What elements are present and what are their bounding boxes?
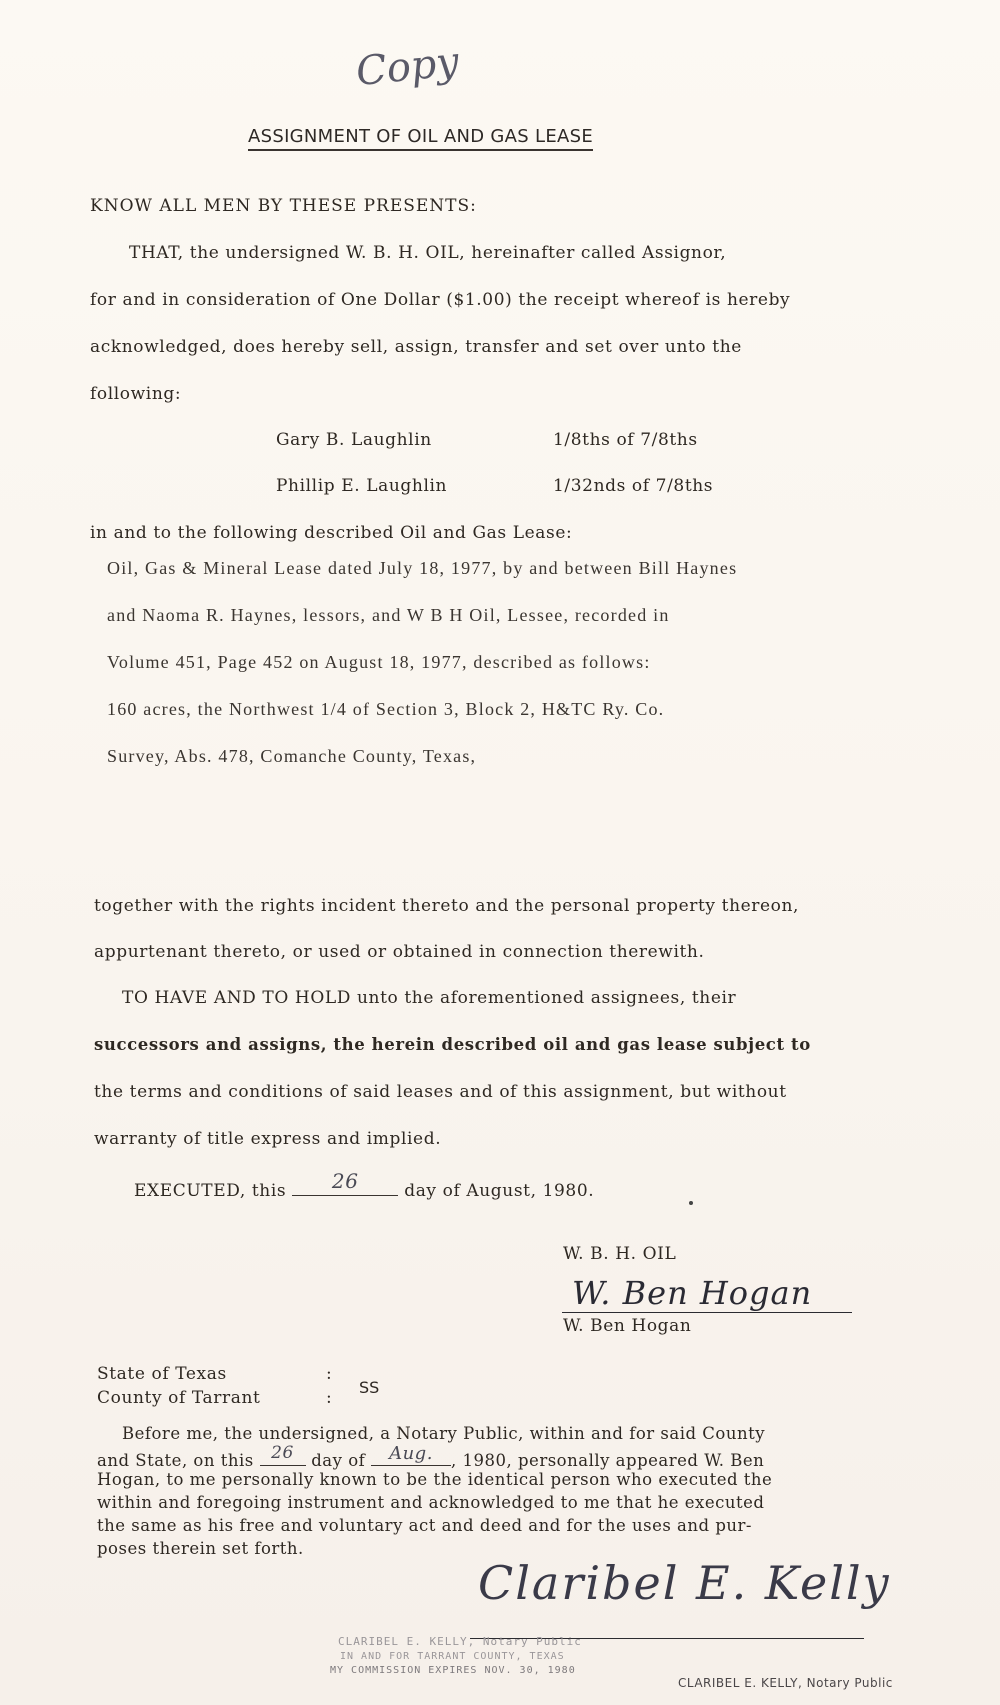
lease-description-line: 160 acres, the Northwest 1/4 of Section 3, Block 2, H&TC Ry. Co. <box>107 699 665 719</box>
lease-intro-line: in and to the following described Oil and Gas Lease: <box>90 523 573 543</box>
notary-stamp-line: CLARIBEL E. KELLY, Notary Public <box>338 1635 582 1648</box>
know-all-line: KNOW ALL MEN BY THESE PRESENTS: <box>90 196 477 216</box>
notary-month-handwritten: Aug. <box>389 1443 433 1464</box>
assignee-interest: 1/8ths of 7/8ths <box>553 430 698 450</box>
copy-handwritten-mark: Copy <box>353 38 462 96</box>
hogan-signature: W. Ben Hogan <box>572 1274 813 1312</box>
executed-day-handwritten: 26 <box>331 1169 359 1193</box>
notary-month-blank <box>371 1443 451 1466</box>
venue-colon: : <box>326 1364 333 1384</box>
notary-line-6: poses therein set forth. <box>97 1539 304 1558</box>
venue-colon: : <box>326 1388 333 1408</box>
assignee-name: Gary B. Laughlin <box>276 430 432 450</box>
lease-description-line: and Naoma R. Haynes, lessors, and W B H Oil, Lessee, recorded in <box>107 605 670 625</box>
terms-line-4: successors and assigns, the herein described oil and gas lease subject to <box>94 1035 811 1054</box>
notary-day-handwritten: 26 <box>271 1443 294 1463</box>
executed-suffix: day of August, 1980. <box>404 1181 595 1201</box>
notary-stamp-line: IN AND FOR TARRANT COUNTY, TEXAS <box>340 1651 565 1662</box>
signature-printed-name: W. Ben Hogan <box>563 1316 692 1336</box>
notary-day-blank <box>260 1443 306 1466</box>
notary-line-3: Hogan, to me personally known to be the identical person who executed the <box>97 1470 773 1489</box>
ink-dot <box>689 1201 693 1205</box>
executed-prefix: EXECUTED, this <box>134 1181 287 1201</box>
notary-line-2 <box>97 1443 765 1470</box>
executed-day-blank <box>292 1169 398 1196</box>
terms-line-6: warranty of title express and implied. <box>94 1129 442 1149</box>
terms-line-1: together with the rights incident thereto and the personal property thereon, <box>94 896 800 916</box>
assignee-interest: 1/32nds of 7/8ths <box>553 476 714 496</box>
executed-line <box>134 1169 595 1201</box>
lease-description-line: Oil, Gas & Mineral Lease dated July 18, 1977, by and between Bill Haynes <box>107 558 738 578</box>
intro-line-2: for and in consideration of One Dollar ($1.00) the receipt whereof is hereby <box>90 290 791 310</box>
lease-description-line: Volume 451, Page 452 on August 18, 1977, described as follows: <box>107 652 651 672</box>
terms-line-2: appurtenant thereto, or used or obtained in connection therewith. <box>94 942 705 962</box>
notary-line-1: Before me, the undersigned, a Notary Public, within and for said County <box>122 1424 766 1443</box>
notary-line-2-b: day of <box>311 1451 366 1470</box>
terms-line-3: TO HAVE AND TO HOLD unto the aforementioned assignees, their <box>122 988 737 1008</box>
venue-state: State of Texas <box>97 1364 227 1384</box>
notary-line-2-a: and State, on this <box>97 1451 254 1470</box>
notary-printed-name: CLARIBEL E. KELLY, Notary Public <box>678 1676 893 1690</box>
terms-line-5: the terms and conditions of said leases and of this assignment, but without <box>94 1082 787 1102</box>
signature-company: W. B. H. OIL <box>563 1244 677 1264</box>
intro-line-4: following: <box>90 384 182 404</box>
venue-county: County of Tarrant <box>97 1388 261 1408</box>
hogan-signature-line <box>562 1312 852 1313</box>
intro-line-3: acknowledged, does hereby sell, assign, transfer and set over unto the <box>90 337 742 357</box>
venue-ss: SS <box>359 1378 380 1397</box>
notary-line-5: the same as his free and voluntary act and deed and for the uses and pur- <box>97 1516 752 1535</box>
notary-line-4: within and foregoing instrument and acknowledged to me that he executed <box>97 1493 765 1512</box>
lease-description-line: Survey, Abs. 478, Comanche County, Texas, <box>107 746 477 766</box>
assignee-name: Phillip E. Laughlin <box>276 476 448 496</box>
notary-signature: Claribel E. Kelly <box>478 1556 891 1610</box>
document-title: ASSIGNMENT OF OIL AND GAS LEASE <box>248 126 593 151</box>
notary-line-2-c: , 1980, personally appeared W. Ben <box>451 1451 765 1470</box>
notary-stamp-line: MY COMMISSION EXPIRES NOV. 30, 1980 <box>330 1665 576 1676</box>
intro-line-1: THAT, the undersigned W. B. H. OIL, hereinafter called Assignor, <box>129 243 727 263</box>
